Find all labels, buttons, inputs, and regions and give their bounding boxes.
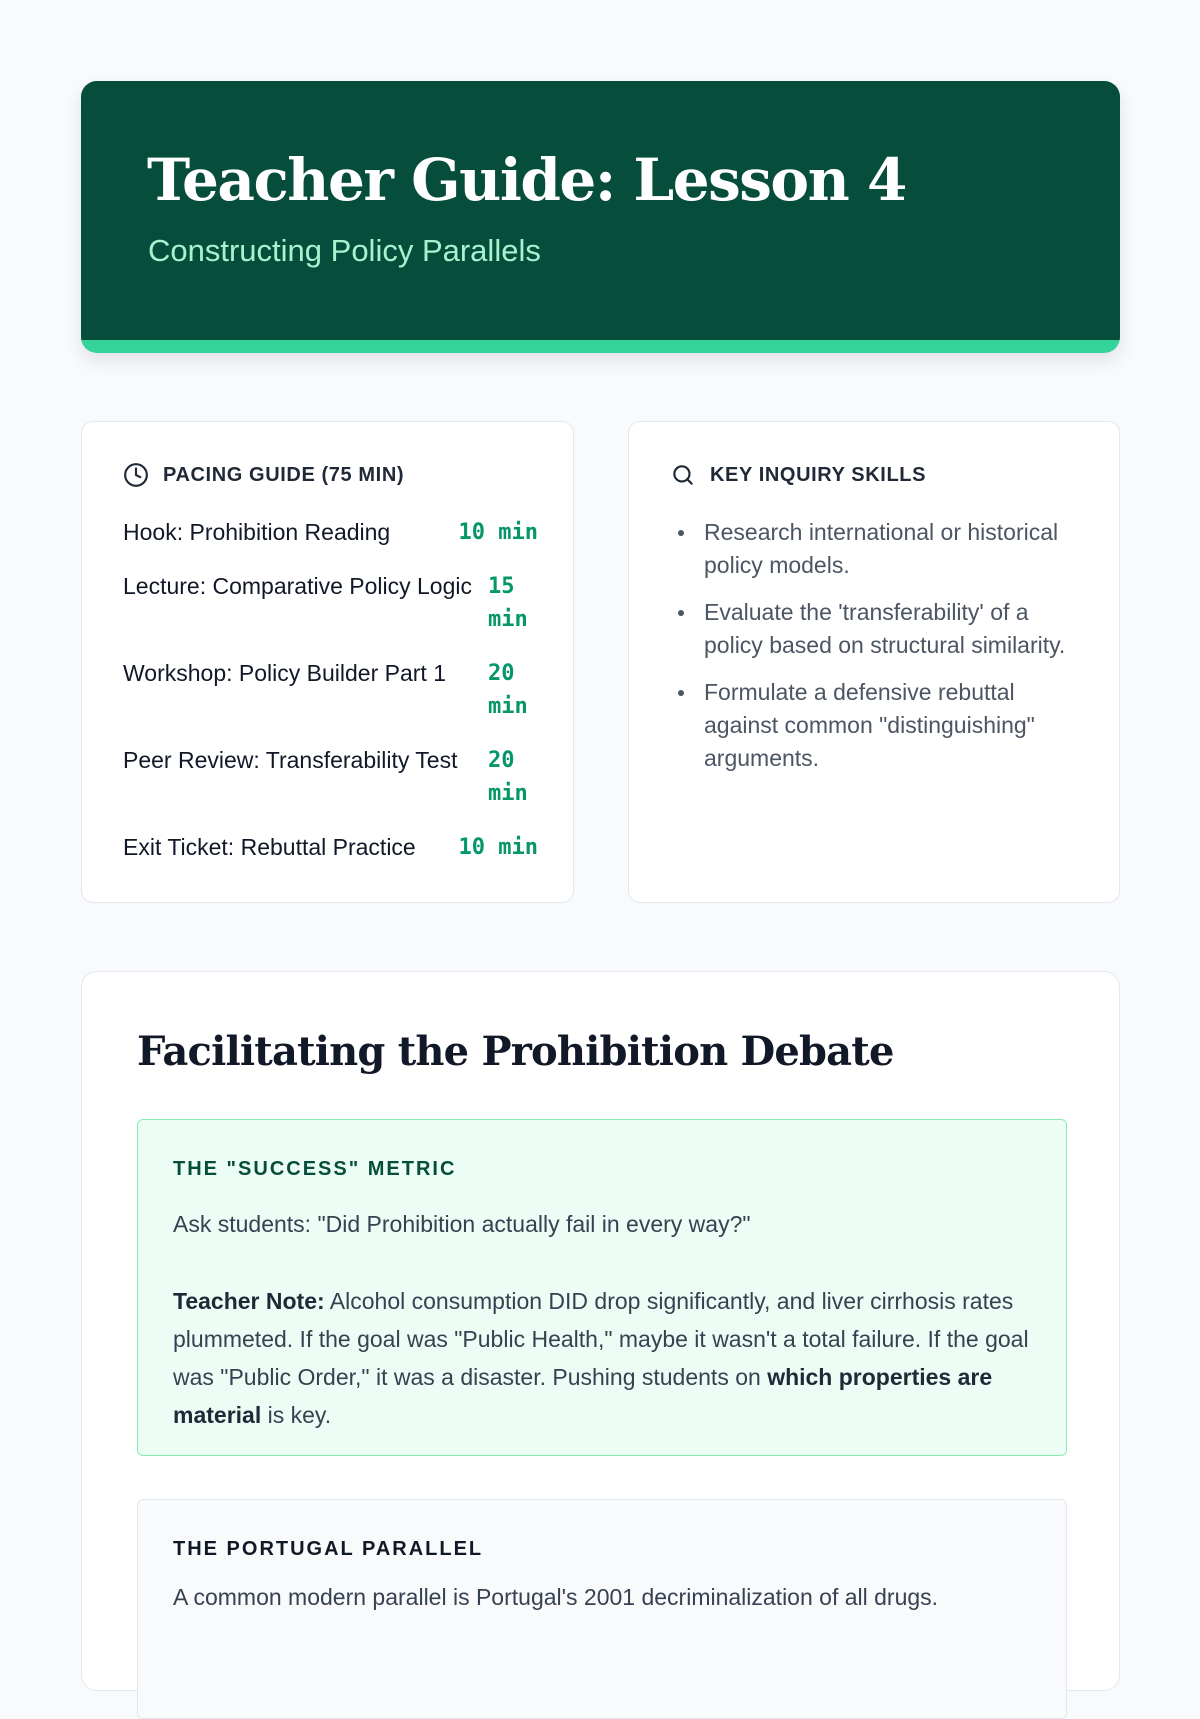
bullet-icon — [678, 610, 684, 616]
success-metric-callout — [137, 1119, 1067, 1456]
success-metric-title: THE "SUCCESS" METRIC — [173, 1158, 457, 1180]
teacher-note-emphasis: which properties are material — [173, 1364, 993, 1428]
pacing-row — [123, 570, 538, 636]
bullet-icon — [678, 690, 684, 696]
teacher-note-label: Teacher Note: — [173, 1288, 325, 1314]
skill-item — [704, 676, 1084, 775]
pacing-duration: 20 min — [488, 748, 528, 806]
portugal-parallel-title: THE PORTUGAL PARALLEL — [173, 1538, 484, 1560]
pacing-duration: 10 min — [458, 835, 538, 860]
portugal-parallel-text: A common modern parallel is Portugal's 2001 decriminalization of all drugs. — [173, 1584, 939, 1610]
bullet-icon — [678, 530, 684, 536]
debate-section — [81, 971, 1120, 1691]
skill-text: Evaluate the 'transferability' of a policy based on structural similarity. — [704, 599, 1066, 658]
teacher-note — [173, 1282, 1033, 1434]
skills-list — [704, 516, 1084, 789]
clock-icon — [123, 462, 149, 488]
pacing-row — [123, 516, 538, 549]
pacing-row — [123, 744, 538, 810]
pacing-activity: Exit Ticket: Rebuttal Practice — [123, 834, 416, 860]
search-icon — [670, 462, 696, 488]
pacing-row — [123, 831, 538, 864]
pacing-guide-header — [123, 461, 404, 489]
pacing-activity: Lecture: Comparative Policy Logic — [123, 573, 472, 599]
debate-heading: Facilitating the Prohibition Debate — [137, 1028, 894, 1075]
pacing-activity: Workshop: Policy Builder Part 1 — [123, 660, 446, 686]
pacing-guide-title: PACING GUIDE (75 MIN) — [163, 464, 405, 486]
pacing-row — [123, 657, 538, 723]
pacing-activity: Peer Review: Transferability Test — [123, 747, 458, 773]
skill-item — [704, 596, 1084, 662]
skill-text: Research international or historical policy models. — [704, 519, 1059, 578]
pacing-duration: 10 min — [458, 520, 538, 545]
skill-item — [704, 516, 1084, 582]
student-question: Ask students: "Did Prohibition actually fail in every way?" — [173, 1211, 751, 1237]
skill-text: Formulate a defensive rebuttal against common "distinguishing" arguments. — [704, 679, 1035, 771]
page-subtitle: Constructing Policy Parallels — [148, 233, 541, 268]
inquiry-skills-header — [670, 461, 926, 489]
pacing-duration: 20 min — [488, 661, 528, 719]
pacing-list — [123, 516, 538, 885]
lesson-header-panel — [81, 81, 1120, 340]
pacing-duration: 15 min — [488, 574, 528, 632]
inquiry-skills-title: KEY INQUIRY SKILLS — [710, 464, 927, 486]
teacher-note-text: Alcohol consumption DID drop significantly, and liver cirrhosis rates plummeted. If the goal was "Public Health," maybe it wasn't a total failure. If the goal was "Public Order," it was a disaster. Pushing students on — [173, 1288, 1029, 1390]
teacher-note-end: is key. — [261, 1402, 332, 1428]
lesson-header — [81, 81, 1120, 353]
pacing-activity: Hook: Prohibition Reading — [123, 519, 391, 545]
portugal-parallel-callout — [137, 1499, 1067, 1719]
page-title: Teacher Guide: Lesson 4 — [147, 146, 906, 214]
inquiry-skills-card — [628, 421, 1120, 903]
pacing-guide-card — [81, 421, 574, 903]
